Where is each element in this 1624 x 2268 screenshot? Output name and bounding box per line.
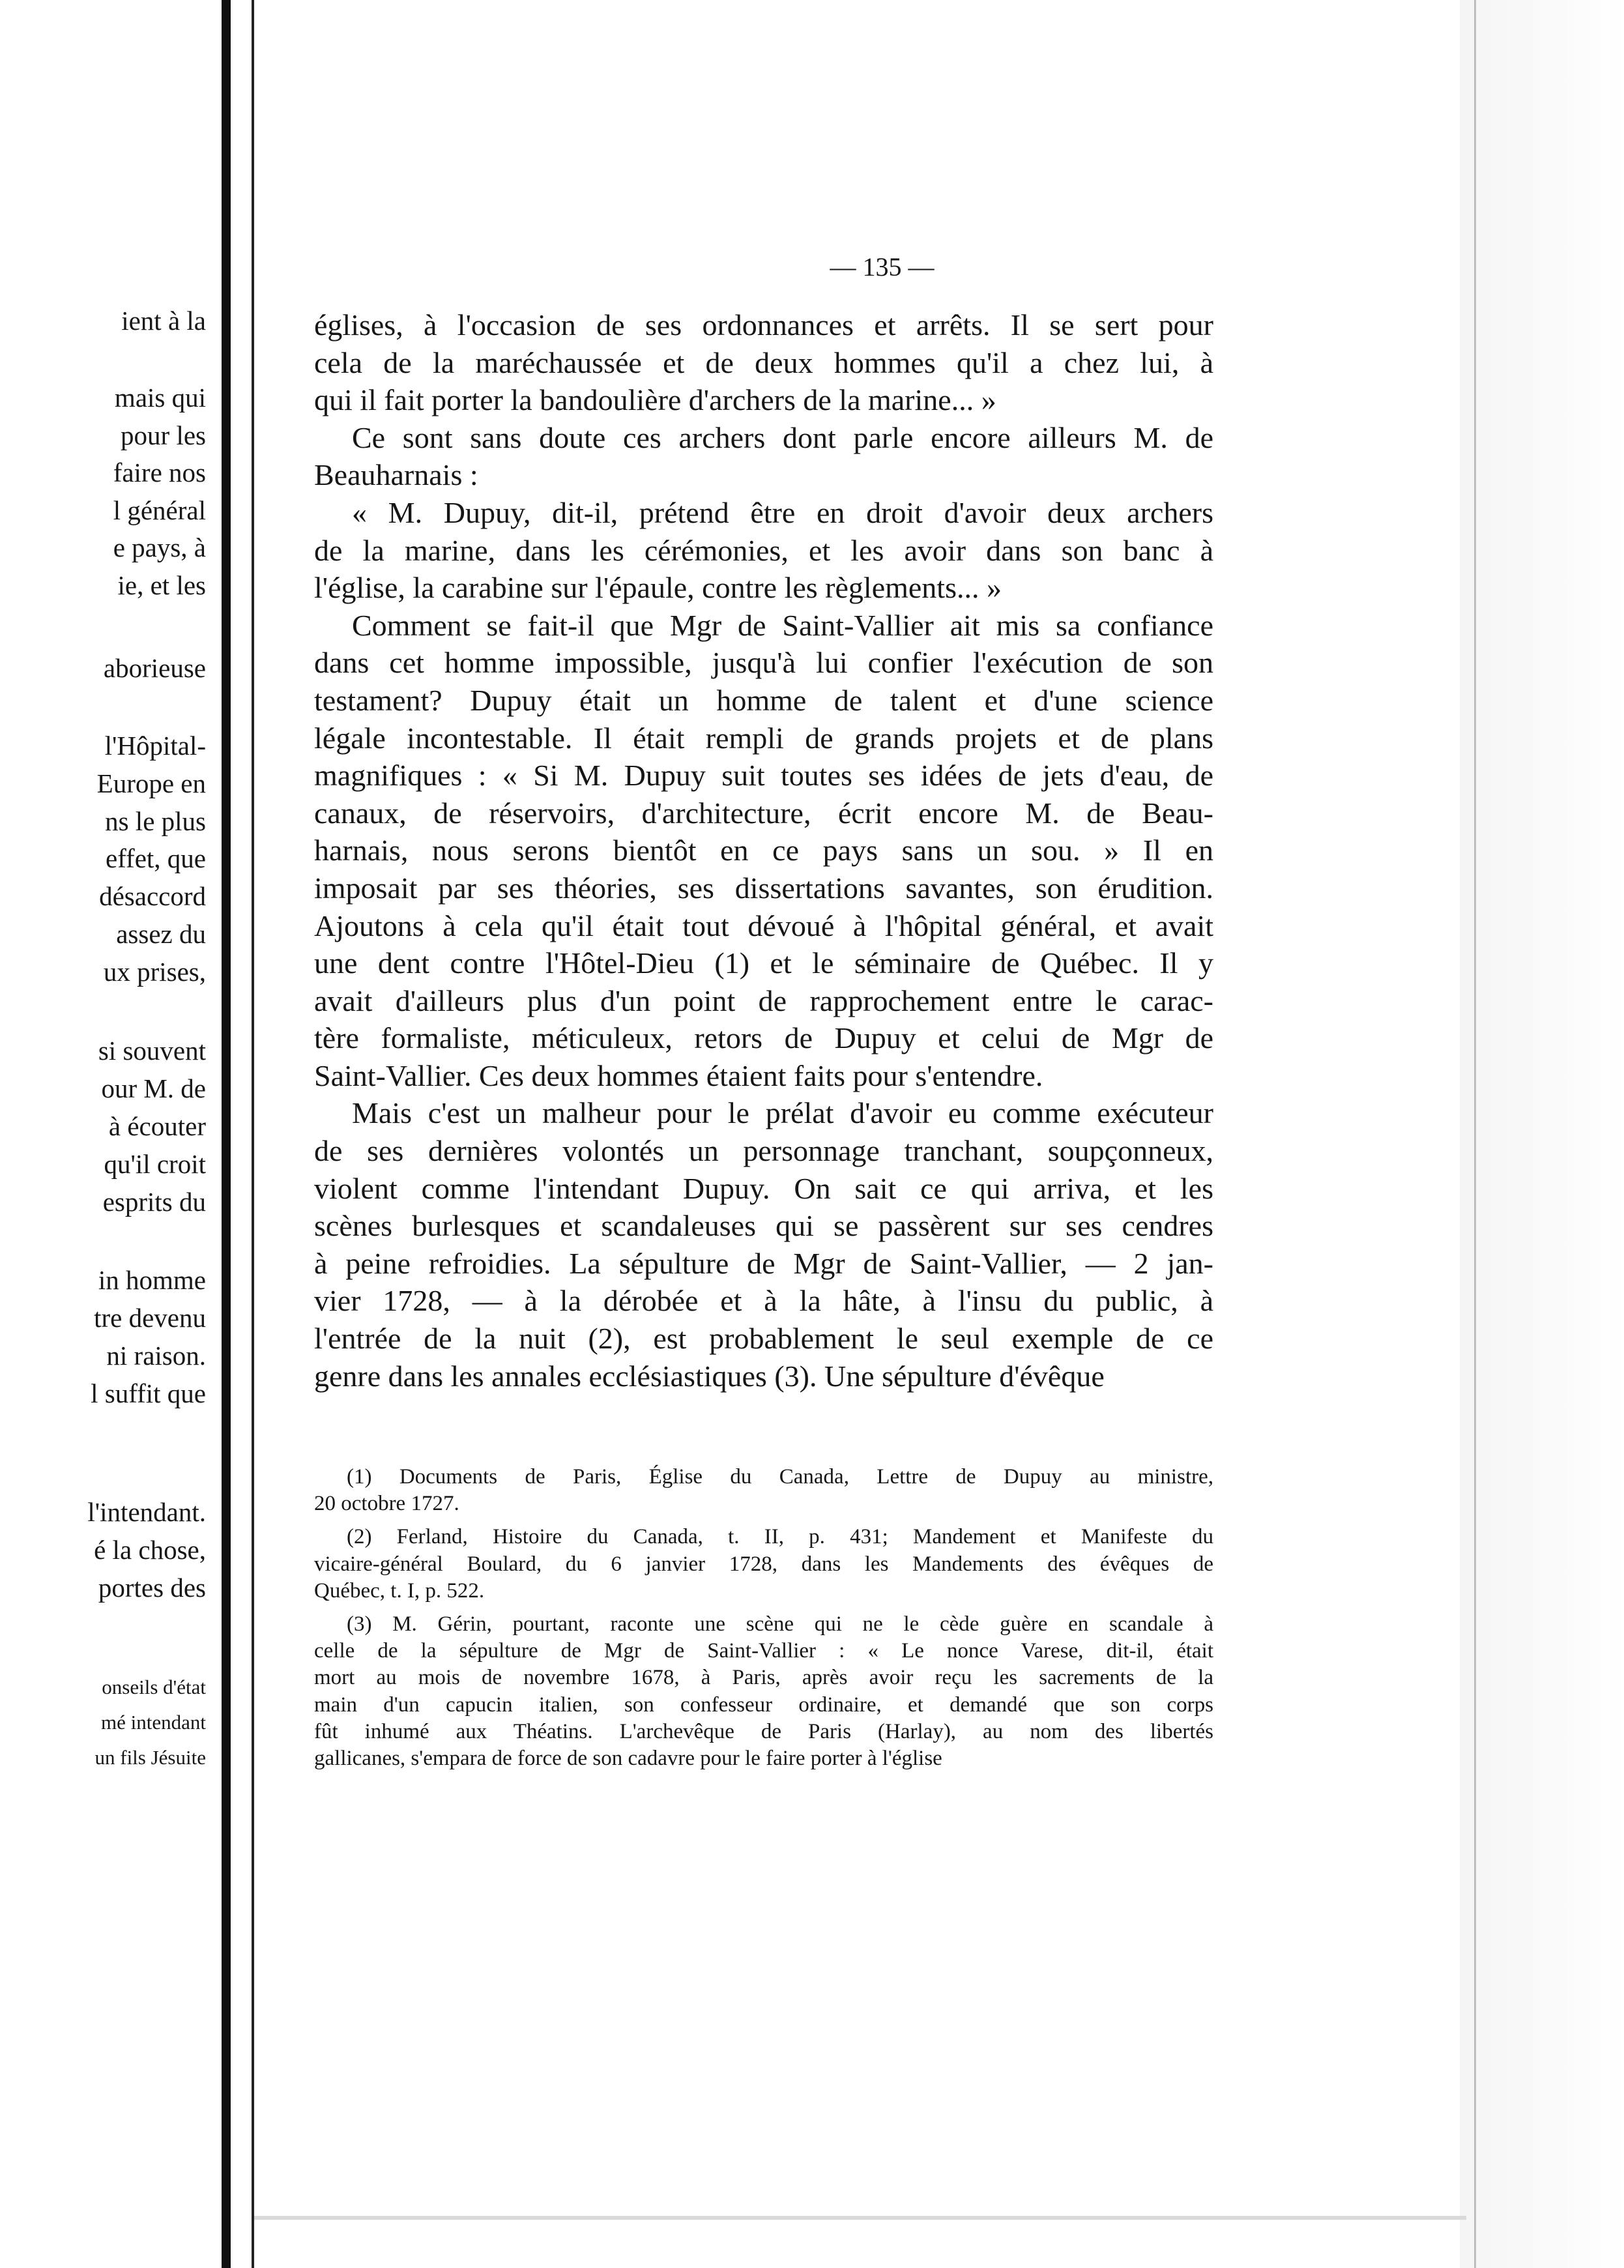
body-line: Comment se fait-il que Mgr de Saint-Vallier ait mis sa confiance bbox=[352, 608, 1213, 642]
previous-page-line: portes des bbox=[98, 1573, 206, 1603]
body-line: canaux, de réservoirs, d'architecture, écrit encore M. de Beau- bbox=[314, 796, 1213, 830]
body-line: à peine refroidies. La sépulture de Mgr de Saint-Vallier, — 2 jan- bbox=[314, 1246, 1213, 1280]
previous-page-line: tre devenu bbox=[94, 1303, 206, 1333]
previous-page-line: Europe en bbox=[96, 768, 206, 798]
previous-page-line: l'Hôpital- bbox=[104, 731, 206, 761]
footnote-line: (2) Ferland, Histoire du Canada, t. II, p. 431; Mandement et Manifeste du bbox=[347, 1525, 1213, 1549]
previous-page-line: assez du bbox=[116, 919, 206, 949]
body-line: Mais c'est un malheur pour le prélat d'avoir eu comme exécuteur bbox=[352, 1096, 1213, 1130]
body-line: magnifiques : « Si M. Dupuy suit toutes ses idées de jets d'eau, de bbox=[314, 759, 1213, 792]
footnote-line: vicaire-général Boulard, du 6 janvier 1728, dans les Mandements des évêques de bbox=[314, 1552, 1213, 1576]
previous-page-line: e pays, à bbox=[113, 532, 206, 562]
body-line: Ajoutons à cela qu'il était tout dévoué à l'hôpital général, et avait bbox=[314, 909, 1213, 942]
previous-page-line: é la chose, bbox=[94, 1535, 206, 1565]
previous-page-line: mais qui bbox=[114, 383, 206, 413]
body-line: qui il fait porter la bandoulière d'archers de la marine... » bbox=[314, 383, 996, 417]
previous-page-line: à écouter bbox=[108, 1111, 206, 1141]
footnotes bbox=[314, 1464, 1213, 1772]
footnote-line: fût inhumé aux Théatins. L'archevêque de Paris (Harlay), au nom des libertés bbox=[314, 1719, 1213, 1743]
page-edge-line bbox=[1474, 0, 1476, 2268]
previous-page-line: faire nos bbox=[113, 458, 206, 487]
body-line: scènes burlesques et scandaleuses qui se passèrent sur ses cendres bbox=[314, 1209, 1213, 1243]
footnote-line: Québec, t. I, p. 522. bbox=[314, 1578, 485, 1603]
page-number: — 135 — bbox=[830, 252, 935, 282]
previous-page-note-line: mé intendant bbox=[101, 1711, 206, 1734]
previous-page-line: pour les bbox=[121, 420, 206, 450]
body-line: dans cet homme impossible, jusqu'à lui confier l'exécution de son bbox=[314, 646, 1213, 680]
body-line: l'entrée de la nuit (2), est probablement le seul exemple de ce bbox=[314, 1322, 1213, 1356]
gutter-edge bbox=[252, 0, 254, 2268]
previous-page-fragment bbox=[0, 0, 222, 2268]
body-line: de ses dernières volontés un personnage tranchant, soupçonneux, bbox=[314, 1134, 1213, 1168]
previous-page-note-line: un fils Jésuite bbox=[94, 1746, 206, 1769]
body-line: églises, à l'occasion de ses ordonnances et arrêts. Il se sert pour bbox=[314, 308, 1213, 342]
previous-page-line: in homme bbox=[98, 1265, 206, 1295]
body-line: légale incontestable. Il était rempli de grands projets et de plans bbox=[314, 721, 1213, 755]
footnote-line: gallicanes, s'empara de force de son cadavre pour le faire porter à l'église bbox=[314, 1746, 942, 1770]
body-line: de la marine, dans les cérémonies, et les avoir dans son banc à bbox=[314, 533, 1213, 567]
previous-page-line: l suffit que bbox=[91, 1378, 206, 1408]
body-line: une dent contre l'Hôtel-Dieu (1) et le séminaire de Québec. Il y bbox=[314, 946, 1213, 980]
previous-page-line: ni raison. bbox=[106, 1341, 206, 1371]
previous-page-line: ns le plus bbox=[105, 806, 206, 836]
previous-page-line: désaccord bbox=[99, 881, 206, 911]
footnote-line: mort au mois de novembre 1678, à Paris, après avoir reçu les sacrements de la bbox=[314, 1666, 1213, 1690]
page-bottom-edge bbox=[254, 2216, 1466, 2220]
body-line: harnais, nous serons bientôt en ce pays sans un sou. » Il en bbox=[314, 834, 1213, 867]
body-line: tère formaliste, méticuleux, retors de Dupuy et celui de Mgr de bbox=[314, 1021, 1213, 1055]
previous-page-line: l général bbox=[113, 495, 206, 525]
footnote-line: (1) Documents de Paris, Église du Canada, Lettre de Dupuy au ministre, bbox=[347, 1465, 1213, 1489]
body-line: cela de la maréchaussée et de deux hommes qu'il a chez lui, à bbox=[314, 345, 1213, 379]
body-line: vier 1728, — à la dérobée et à la hâte, à l'insu du public, à bbox=[314, 1284, 1213, 1318]
footnote-line: (3) M. Gérin, pourtant, raconte une scène qui ne le cède guère en scandale à bbox=[347, 1612, 1213, 1636]
body-line: Saint-Vallier. Ces deux hommes étaient faits pour s'entendre. bbox=[314, 1058, 1043, 1092]
previous-page-line: esprits du bbox=[102, 1187, 206, 1217]
previous-page-line: effet, que bbox=[105, 843, 206, 873]
previous-page-line: ux prises, bbox=[103, 957, 206, 987]
previous-page-line: l'intendant. bbox=[87, 1497, 206, 1527]
body-line: Beauharnais : bbox=[314, 458, 478, 492]
body-line: testament? Dupuy était un homme de talent et d'une science bbox=[314, 683, 1213, 717]
previous-page-line: ient à la bbox=[121, 306, 206, 336]
previous-page-line: si souvent bbox=[98, 1036, 206, 1066]
previous-page-line: aborieuse bbox=[103, 653, 206, 683]
previous-page-line: ie, et les bbox=[117, 570, 206, 600]
previous-page-line: qu'il croit bbox=[104, 1149, 206, 1179]
footnote-line: 20 octobre 1727. bbox=[314, 1492, 459, 1516]
body-line: l'église, la carabine sur l'épaule, contre les règlements... » bbox=[314, 571, 1002, 605]
body-line: imposait par ses théories, ses dissertations savantes, son érudition. bbox=[314, 871, 1213, 905]
main-body-text bbox=[314, 306, 1213, 1395]
gutter-shadow bbox=[222, 0, 231, 2268]
previous-page-note-line: onseils d'état bbox=[102, 1676, 206, 1698]
page-edge-shade bbox=[1460, 0, 1624, 2268]
book-gutter bbox=[222, 0, 272, 2268]
body-line: Ce sont sans doute ces archers dont parle encore ailleurs M. de bbox=[352, 420, 1213, 454]
footnote-line: celle de la sépulture de Mgr de Saint-Vallier : « Le nonce Varese, dit-il, était bbox=[314, 1639, 1213, 1663]
previous-page-line: our M. de bbox=[101, 1073, 206, 1103]
body-line: violent comme l'intendant Dupuy. On sait ce qui arriva, et les bbox=[314, 1171, 1213, 1205]
footnote-line: main d'un capucin italien, son confesseur ordinaire, et demandé que son corps bbox=[314, 1693, 1213, 1717]
body-line: genre dans les annales ecclésiastiques (3). Une sépulture d'évêque bbox=[314, 1359, 1105, 1393]
body-line: avait d'ailleurs plus d'un point de rapprochement entre le carac- bbox=[314, 983, 1213, 1017]
body-line: « M. Dupuy, dit-il, prétend être en droit d'avoir deux archers bbox=[352, 495, 1213, 529]
